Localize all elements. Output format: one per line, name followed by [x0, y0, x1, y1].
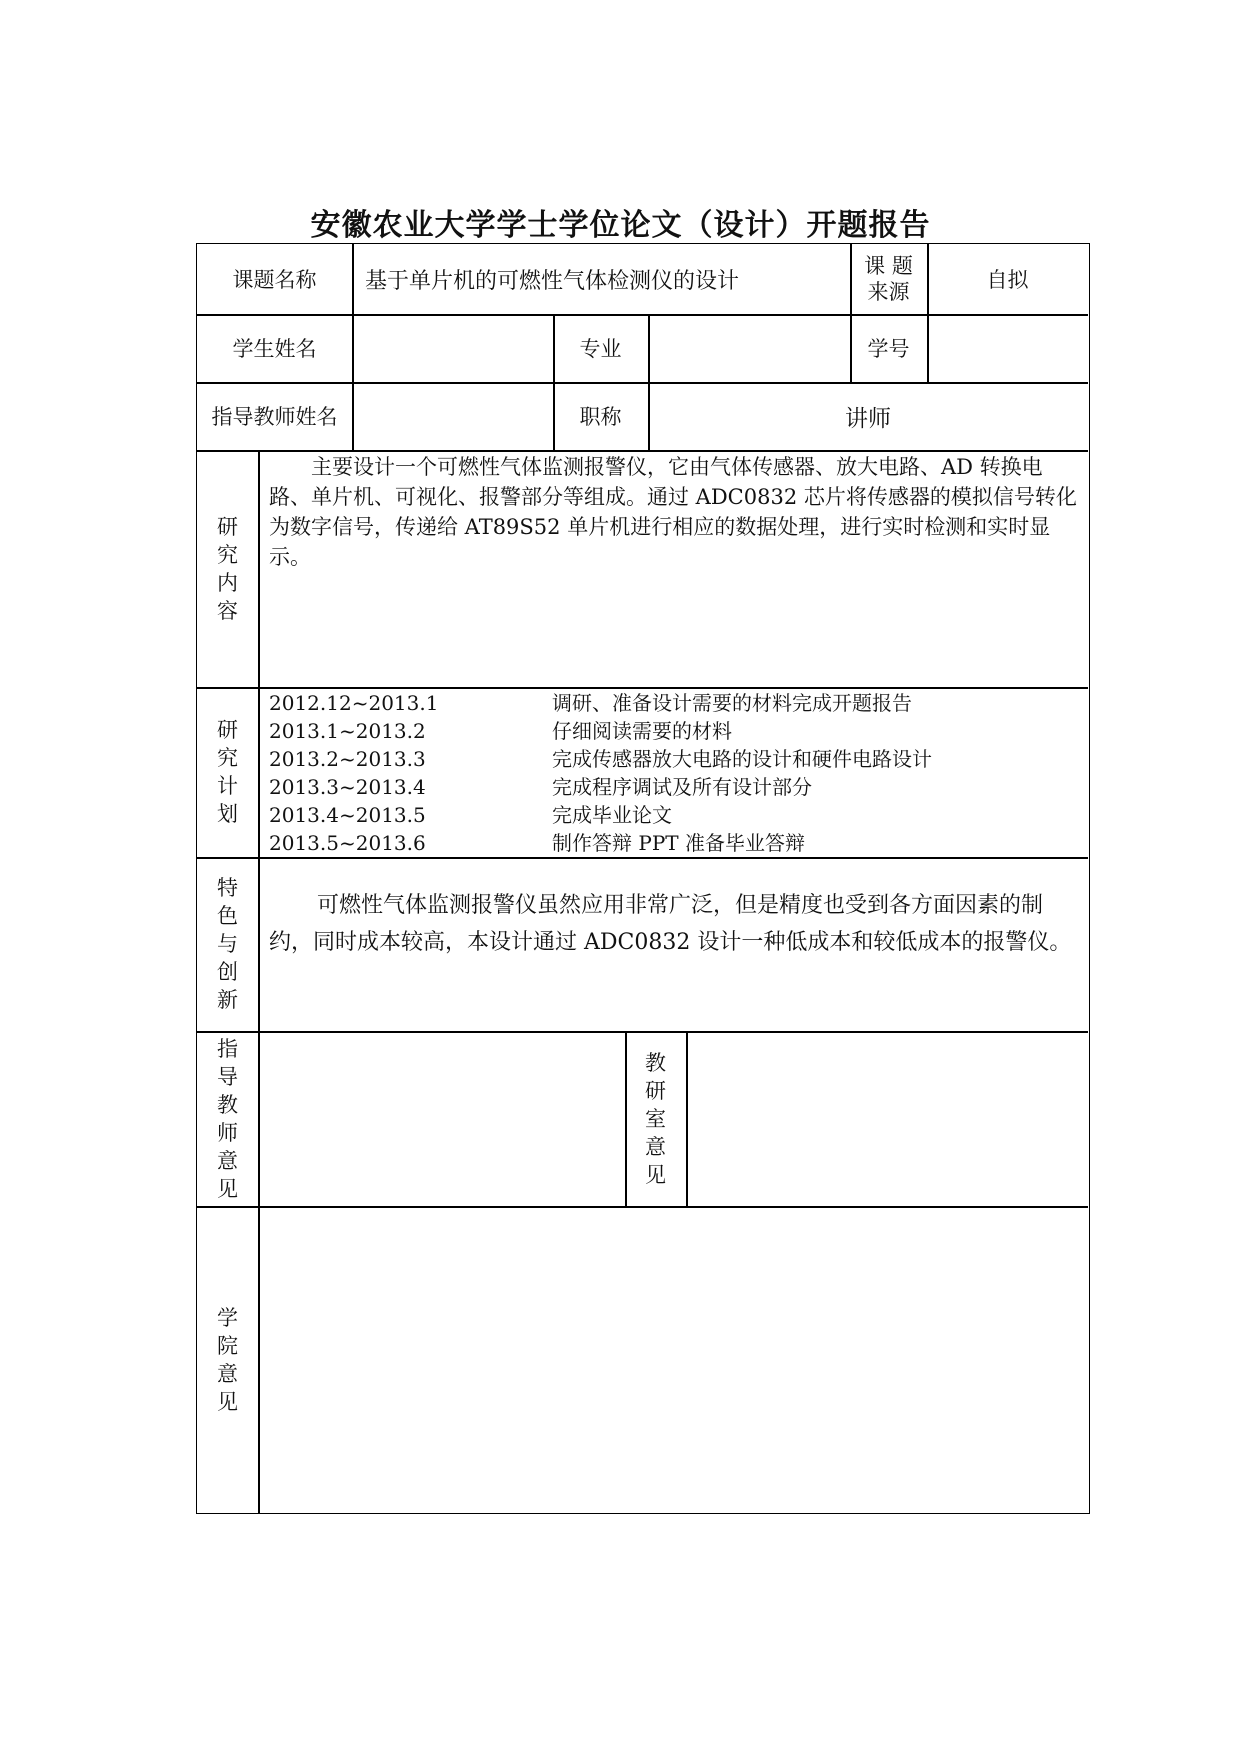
topic-label: 课题名称 — [232, 268, 317, 292]
advisor-name-label: 指导教师姓名 — [211, 405, 338, 429]
label-char: 内 — [217, 570, 238, 595]
plan-period: 2013.5~2013.6 — [269, 831, 426, 855]
features-text: 可燃性气体监测报警仪虽然应用非常广泛，但是精度也受到各方面因素的制约，同时成本较高，本设计通过 ADC0832 设计一种低成本和较低成本的报警仪。 — [269, 893, 1072, 955]
features-label — [197, 857, 258, 1031]
label-char: 师 — [217, 1120, 238, 1145]
research-content-label — [197, 450, 258, 687]
student-id-label: 学号 — [867, 337, 910, 361]
advisor-name-value — [352, 382, 553, 450]
label-char: 室 — [645, 1106, 666, 1131]
major-value — [648, 314, 850, 382]
source-label — [850, 244, 927, 314]
plan-task: 制作答辩 PPT 准备毕业答辩 — [552, 831, 805, 855]
plan-row — [269, 717, 1084, 745]
source-label-line2: 来源 — [867, 280, 910, 304]
label-char: 见 — [645, 1162, 666, 1187]
label-char: 容 — [217, 598, 238, 623]
label-char: 意 — [217, 1148, 238, 1173]
major-label: 专业 — [579, 337, 622, 361]
label-char: 研 — [645, 1078, 666, 1103]
label-char: 与 — [217, 932, 238, 956]
plan-period: 2012.12~2013.1 — [269, 691, 439, 715]
col-divider — [258, 450, 260, 1513]
label-char: 指 — [217, 1036, 238, 1061]
plan-task: 完成传感器放大电路的设计和硬件电路设计 — [552, 747, 932, 771]
research-content-text: 主要设计一个可燃性气体监测报警仪，它由气体传感器、放大电路、AD 转换电路、单片机、可视化、报警部分等组成。通过 ADC0832 芯片将传感器的模拟信号转化为数字信号，传递给 AT89S52 单片机进行相应的数据处理，进行实时检测和实时显示。 — [269, 455, 1077, 569]
label-char: 特 — [217, 876, 238, 900]
label-char: 划 — [217, 802, 238, 826]
advisor-opinion-label — [197, 1031, 258, 1206]
plan-row — [269, 689, 1084, 717]
label-char: 教 — [645, 1050, 666, 1075]
label-char: 色 — [217, 904, 238, 928]
plan-task: 完成毕业论文 — [552, 803, 672, 827]
label-char: 意 — [645, 1134, 666, 1159]
plan-row — [269, 773, 1084, 801]
plan-period: 2013.4~2013.5 — [269, 803, 426, 827]
student-id-value — [927, 314, 1088, 382]
col-divider — [686, 1031, 688, 1206]
label-char: 研 — [217, 718, 238, 742]
plan-period: 2013.3~2013.4 — [269, 775, 426, 799]
plan-task: 完成程序调试及所有设计部分 — [552, 775, 812, 799]
topic-value: 基于单片机的可燃性气体检测仪的设计 — [365, 268, 740, 294]
job-title-value: 讲师 — [845, 405, 891, 432]
label-char: 院 — [217, 1333, 238, 1358]
report-table — [196, 243, 1090, 1514]
label-char: 究 — [217, 542, 238, 567]
row-divider — [197, 857, 1088, 859]
student-name-label: 学生姓名 — [232, 337, 317, 361]
label-char: 研 — [217, 514, 238, 539]
label-char: 学 — [217, 1305, 238, 1330]
plan-task: 调研、准备设计需要的材料完成开题报告 — [552, 691, 912, 715]
label-char: 新 — [217, 988, 238, 1012]
label-char: 计 — [217, 774, 238, 798]
plan-row — [269, 829, 1084, 857]
label-char: 教 — [217, 1092, 238, 1117]
label-char: 见 — [217, 1176, 238, 1201]
plan-list — [269, 689, 1084, 857]
page-title: 安徽农业大学学士学位论文（设计）开题报告 — [310, 208, 931, 243]
student-name-value — [352, 314, 553, 382]
job-title-label: 职称 — [579, 405, 622, 429]
department-opinion-label — [625, 1031, 686, 1206]
label-char: 导 — [217, 1064, 238, 1089]
source-label-line1: 课 题 — [864, 254, 913, 278]
plan-period: 2013.2~2013.3 — [269, 747, 426, 771]
label-char: 见 — [217, 1389, 238, 1414]
plan-row — [269, 801, 1084, 829]
row-divider — [197, 1206, 1088, 1208]
plan-task: 仔细阅读需要的材料 — [552, 719, 732, 743]
label-char: 创 — [217, 960, 238, 984]
research-plan-label — [197, 687, 258, 857]
college-opinion-label — [197, 1206, 258, 1513]
label-char: 意 — [217, 1361, 238, 1386]
plan-period: 2013.1~2013.2 — [269, 719, 426, 743]
source-value: 自拟 — [986, 268, 1029, 292]
label-char: 究 — [217, 746, 238, 770]
plan-row — [269, 745, 1084, 773]
